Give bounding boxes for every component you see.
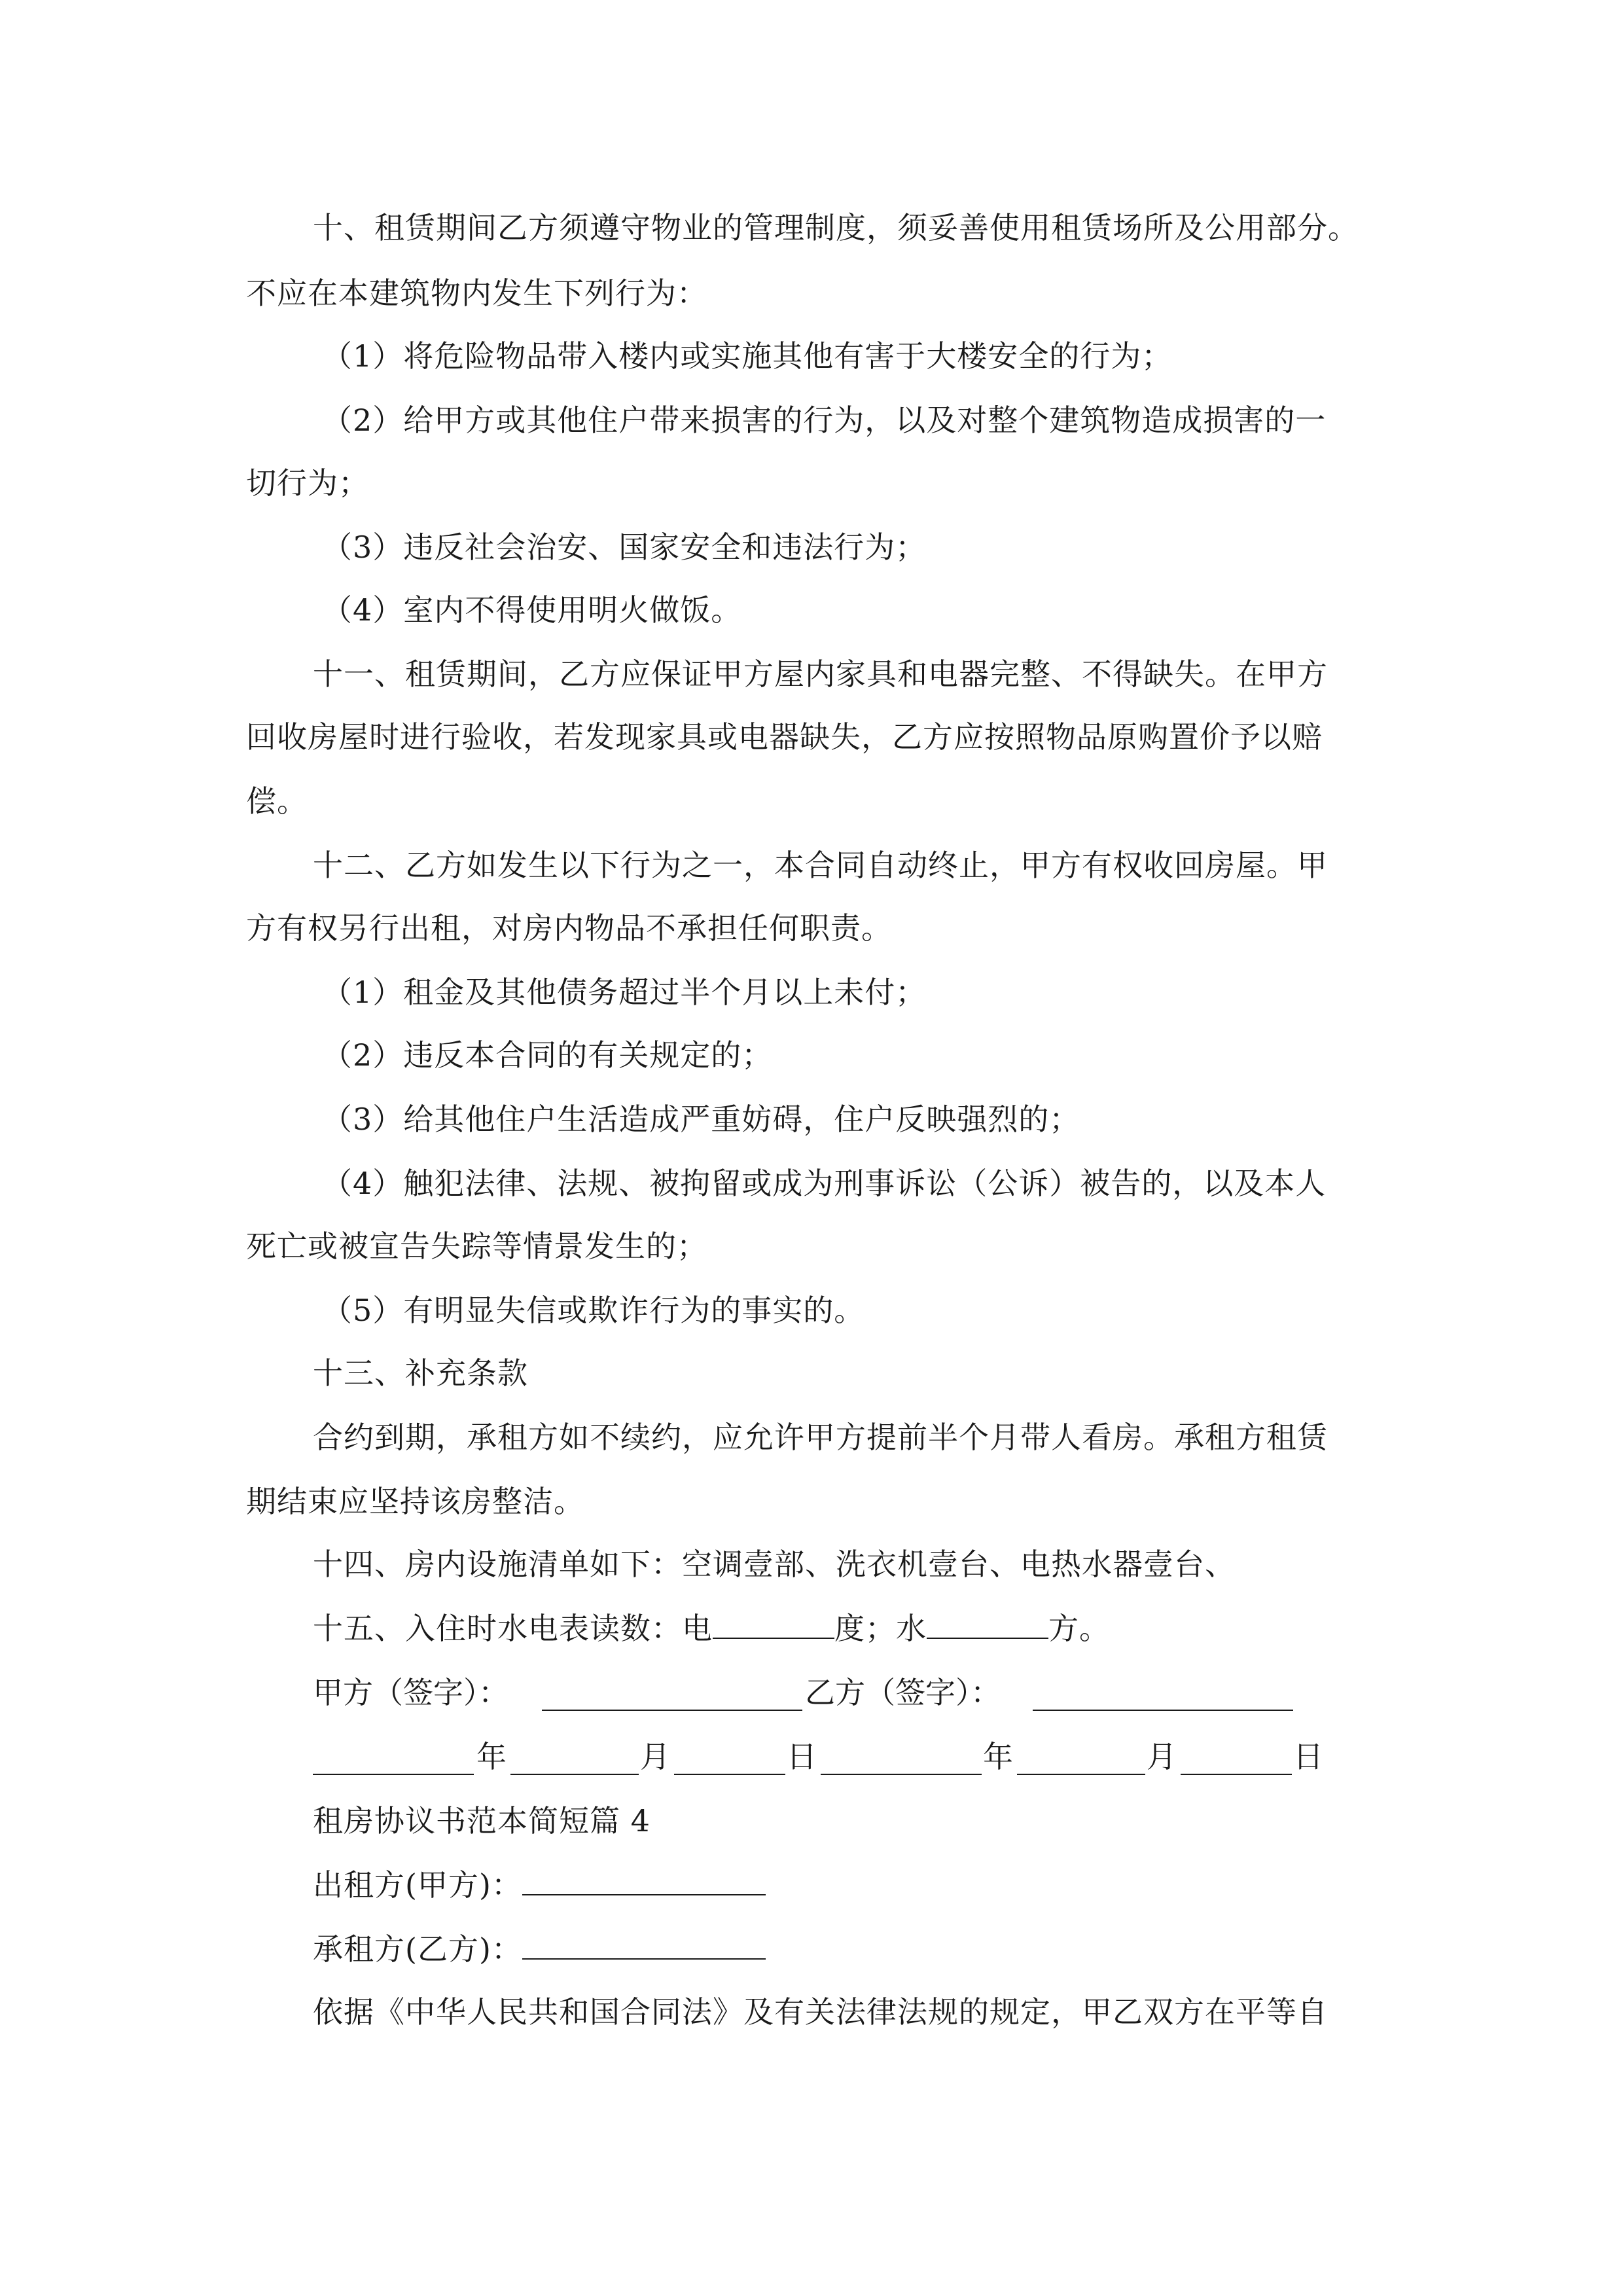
- clause-10-item-3: （3）违反社会治安、国家安全和违法行为；: [322, 529, 927, 565]
- clause-12-line-1: 十二、乙方如发生以下行为之一，本合同自动终止，甲方有权收回房屋。甲: [313, 848, 1328, 883]
- clause-12-item-4-line-2: 死亡或被宣告失踪等情景发生的；: [246, 1229, 707, 1264]
- party-a-month-blank[interactable]: [510, 1744, 639, 1775]
- clause-14: 十四、房内设施清单如下：空调壹部、洗衣机壹台、电热水器壹台、: [313, 1547, 1236, 1582]
- clause-10-item-1: （1）将危险物品带入楼内或实施其他有害于大楼安全的行为；: [322, 338, 1173, 374]
- clause-10-item-4: （4）室内不得使用明火做饭。: [322, 592, 742, 628]
- lessee-label: 承租方(乙方)：: [313, 1931, 522, 1967]
- party-a-signature-label: 甲方（签字）：: [313, 1675, 508, 1710]
- meter-prefix: 十五、入住时水电表读数：电: [313, 1611, 713, 1646]
- clause-12-item-4-line-1: （4）触犯法律、法规、被拘留或成为刑事诉讼（公诉）被告的，以及本人: [322, 1166, 1327, 1201]
- party-b-signature-blank[interactable]: [1033, 1679, 1293, 1711]
- party-b-year-label: 年: [983, 1739, 1013, 1774]
- party-b-day-label: 日: [1293, 1739, 1323, 1774]
- party-b-month-blank[interactable]: [1017, 1744, 1145, 1775]
- party-b-month-label: 月: [1147, 1739, 1177, 1774]
- clause-13-line-2: 期结束应坚持该房整洁。: [246, 1484, 584, 1519]
- party-b-year-blank[interactable]: [821, 1744, 982, 1775]
- clause-13-line-1: 合约到期，承租方如不续约，应允许甲方提前半个月带人看房。承租方租赁: [313, 1420, 1328, 1455]
- clause-11-line-1: 十一、租赁期间，乙方应保证甲方屋内家具和电器完整、不得缺失。在甲方: [313, 656, 1328, 692]
- clause-11-line-3: 偿。: [246, 783, 308, 819]
- clause-12-item-2: （2）违反本合同的有关规定的；: [322, 1037, 773, 1073]
- lessor-name-blank[interactable]: [522, 1865, 766, 1895]
- clause-13-heading: 十三、补充条款: [313, 1355, 528, 1391]
- water-unit: 方。: [1048, 1611, 1110, 1646]
- clause-10-item-2-line-1: （2）给甲方或其他住户带来损害的行为，以及对整个建筑物造成损害的一: [322, 403, 1327, 438]
- party-b-signature-label: 乙方（签字）：: [805, 1675, 1001, 1710]
- party-b-day-blank[interactable]: [1181, 1744, 1292, 1775]
- party-a-day-blank[interactable]: [674, 1744, 785, 1775]
- electricity-unit: 度；水: [834, 1611, 927, 1646]
- clause-12-item-1: （1）租金及其他债务超过半个月以上未付；: [322, 975, 927, 1010]
- clause-15-meter-reading: [313, 1609, 1452, 1648]
- clause-12-line-2: 方有权另行出租，对房内物品不承担任何职责。: [246, 910, 892, 946]
- water-reading-blank[interactable]: [927, 1609, 1048, 1639]
- clause-11-line-2: 回收房屋时进行验收，若发现家具或电器缺失，乙方应按照物品原购置价予以赔: [246, 719, 1323, 755]
- clause-10-line-2: 不应在本建筑物内发生下列行为：: [246, 276, 707, 311]
- party-a-signature-blank[interactable]: [542, 1679, 802, 1711]
- lessor-line: [313, 1865, 1452, 1905]
- clause-12-item-5: （5）有明显失信或欺诈行为的事实的。: [322, 1293, 865, 1328]
- lessee-name-blank[interactable]: [522, 1929, 766, 1960]
- electricity-reading-blank[interactable]: [713, 1609, 834, 1639]
- clause-10-item-2-line-2: 切行为；: [246, 465, 369, 501]
- section-4-title: 租房协议书范本简短篇 4: [313, 1803, 651, 1839]
- lessee-line: [313, 1929, 1452, 1969]
- clause-12-item-3: （3）给其他住户生活造成严重妨碍，住户反映强烈的；: [322, 1102, 1080, 1137]
- clause-10-line-1: 十、租赁期间乙方须遵守物业的管理制度，须妥善使用租赁场所及公用部分。: [313, 210, 1359, 245]
- party-a-year-blank[interactable]: [313, 1744, 474, 1775]
- party-a-day-label: 日: [787, 1739, 817, 1774]
- section-4-intro: 依据《中华人民共和国合同法》及有关法律法规的规定，甲乙双方在平等自: [313, 1994, 1328, 2030]
- party-a-month-label: 月: [640, 1739, 670, 1774]
- party-a-year-label: 年: [476, 1739, 507, 1774]
- lessor-label: 出租方(甲方)：: [313, 1867, 522, 1903]
